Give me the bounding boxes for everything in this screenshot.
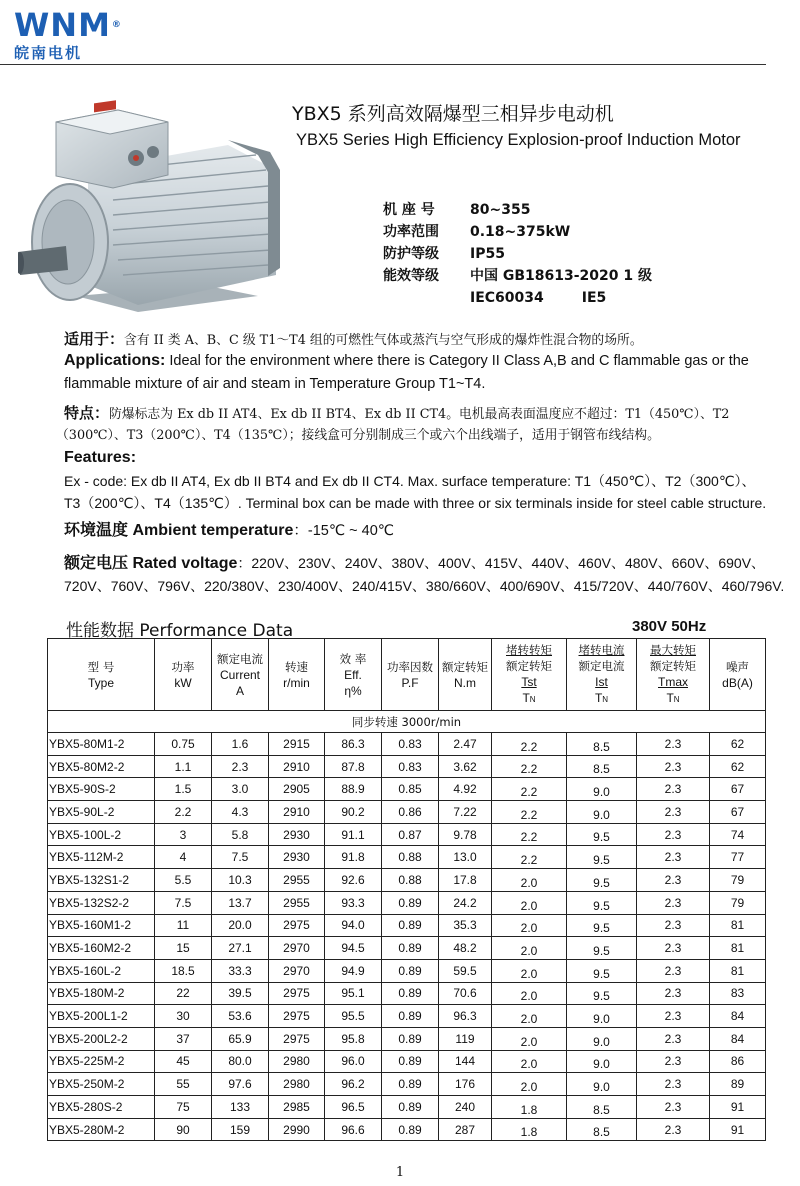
row-value-cell: 87.8: [325, 755, 382, 778]
row-value-cell: 13.7: [212, 891, 269, 914]
row-value-cell: 96.6: [325, 1118, 382, 1141]
row-value-cell: 84: [710, 1005, 766, 1028]
row-value-cell: 20.0: [212, 914, 269, 937]
features-en-line2: T3（200℃）、T4（135℃）. Terminal box can be made with three or six terminals inside for steel cable structure.: [64, 495, 767, 511]
row-value-cell: 22: [155, 982, 212, 1005]
features-cn-line2: （300℃）、T3（200℃）、T4（135℃）；接线盒可分别制成三个或六个出线端子，适用于钢管布线结构。: [56, 428, 660, 443]
row-value-cell: 2.3: [212, 755, 269, 778]
row-value-cell: 2970: [269, 959, 325, 982]
table-row: [48, 1073, 766, 1096]
row-value-cell: 77: [710, 846, 766, 869]
spec-protection: 防护等级 IP55: [383, 246, 505, 262]
row-value-cell: 96.5: [325, 1096, 382, 1119]
table-row: [48, 1027, 766, 1050]
row-value-cell: 70.6: [439, 982, 492, 1005]
applications-en-line1: Applications: Ideal for the environment where there is Category II Class A,B and C flammable gas or the: [64, 352, 749, 369]
row-value-cell: 0.89: [382, 914, 439, 937]
table-header-row: [48, 639, 766, 711]
row-value-cell: 0.83: [382, 733, 439, 756]
row-value-cell: 62: [710, 755, 766, 778]
row-value-cell: 95.5: [325, 1005, 382, 1028]
title-cn: YBX5 系列高效隔爆型三相异步电动机: [292, 103, 614, 125]
row-value-cell: 2.3: [637, 778, 710, 801]
spec-efficiency: 能效等级 中国 GB18613-2020 1 级: [383, 268, 653, 284]
row-value-cell: 75: [155, 1096, 212, 1119]
row-value-cell: 2.3: [637, 1027, 710, 1050]
row-value-cell: 9.5: [567, 891, 637, 914]
spec-power-range: 功率范围 0.18~375kW: [383, 224, 571, 240]
row-value-cell: 2910: [269, 801, 325, 824]
logo-mark: WNM®: [14, 6, 122, 44]
spec-list: [383, 199, 652, 309]
row-value-cell: 94.0: [325, 914, 382, 937]
row-value-cell: 90: [155, 1118, 212, 1141]
row-value-cell: 79: [710, 891, 766, 914]
row-value-cell: 9.0: [567, 1073, 637, 1096]
row-value-cell: 17.8: [439, 869, 492, 892]
row-value-cell: 18.5: [155, 959, 212, 982]
row-value-cell: 2.3: [637, 1073, 710, 1096]
row-value-cell: 2915: [269, 733, 325, 756]
applications-en-line2: flammable mixture of air and steam in Temperature Group T1~T4.: [64, 376, 486, 392]
table-row: [48, 982, 766, 1005]
row-value-cell: 2.3: [637, 823, 710, 846]
row-value-cell: 2.0: [492, 1005, 567, 1028]
row-value-cell: 2.2: [155, 801, 212, 824]
row-value-cell: 2.3: [637, 1118, 710, 1141]
row-value-cell: 2.2: [492, 778, 567, 801]
applications-cn: 适用于：含有 II 类 A、B、C 级 T1～T4 组的可燃性气体或蒸汽与空气形成的爆炸性混合物的场所。: [64, 330, 643, 348]
row-value-cell: 159: [212, 1118, 269, 1141]
row-value-cell: 1.6: [212, 733, 269, 756]
row-value-cell: 8.5: [567, 1096, 637, 1119]
row-value-cell: 55: [155, 1073, 212, 1096]
row-value-cell: 74: [710, 823, 766, 846]
row-value-cell: 45: [155, 1050, 212, 1073]
col-type: 型 号 Type: [48, 639, 155, 711]
row-value-cell: 0.85: [382, 778, 439, 801]
row-value-cell: 5.8: [212, 823, 269, 846]
row-value-cell: 0.89: [382, 1118, 439, 1141]
row-type-cell: YBX5-100L-2: [48, 823, 155, 846]
row-value-cell: 91.8: [325, 846, 382, 869]
row-value-cell: 53.6: [212, 1005, 269, 1028]
row-value-cell: 3.62: [439, 755, 492, 778]
row-value-cell: 2910: [269, 755, 325, 778]
row-value-cell: 9.0: [567, 1050, 637, 1073]
row-value-cell: 97.6: [212, 1073, 269, 1096]
row-value-cell: 2975: [269, 1027, 325, 1050]
row-value-cell: 2.0: [492, 982, 567, 1005]
row-value-cell: 86.3: [325, 733, 382, 756]
row-value-cell: 2930: [269, 846, 325, 869]
row-value-cell: 2.0: [492, 1027, 567, 1050]
row-value-cell: 90.2: [325, 801, 382, 824]
table-row: [48, 801, 766, 824]
row-value-cell: 2.3: [637, 891, 710, 914]
row-value-cell: 3.0: [212, 778, 269, 801]
row-value-cell: 7.22: [439, 801, 492, 824]
row-value-cell: 2980: [269, 1050, 325, 1073]
row-value-cell: 2975: [269, 982, 325, 1005]
row-value-cell: 2.0: [492, 891, 567, 914]
row-value-cell: 84: [710, 1027, 766, 1050]
row-value-cell: 95.8: [325, 1027, 382, 1050]
col-tst: 堵转转矩 额定转矩 Tst TN: [492, 639, 567, 711]
row-value-cell: 2.3: [637, 914, 710, 937]
row-value-cell: 2930: [269, 823, 325, 846]
row-value-cell: 2.2: [492, 823, 567, 846]
row-value-cell: 2.3: [637, 846, 710, 869]
row-value-cell: 0.89: [382, 959, 439, 982]
row-type-cell: YBX5-225M-2: [48, 1050, 155, 1073]
row-value-cell: 83: [710, 982, 766, 1005]
row-value-cell: 2.2: [492, 733, 567, 756]
col-noise: 噪声 dB(A): [710, 639, 766, 711]
row-value-cell: 2970: [269, 937, 325, 960]
row-value-cell: 9.0: [567, 1027, 637, 1050]
table-row: [48, 891, 766, 914]
row-value-cell: 2.3: [637, 959, 710, 982]
table-row: [48, 778, 766, 801]
col-tmax: 最大转矩 额定转矩 Tmax TN: [637, 639, 710, 711]
row-value-cell: 2.3: [637, 982, 710, 1005]
page-number: 1: [395, 1165, 405, 1180]
row-value-cell: 0.83: [382, 755, 439, 778]
row-value-cell: 24.2: [439, 891, 492, 914]
row-value-cell: 287: [439, 1118, 492, 1141]
col-kw: 功率 kW: [155, 639, 212, 711]
row-type-cell: YBX5-200L1-2: [48, 1005, 155, 1028]
motor-image: [18, 100, 290, 318]
row-value-cell: 37: [155, 1027, 212, 1050]
row-value-cell: 2985: [269, 1096, 325, 1119]
row-value-cell: 65.9: [212, 1027, 269, 1050]
row-value-cell: 2905: [269, 778, 325, 801]
row-value-cell: 8.5: [567, 755, 637, 778]
row-value-cell: 95.1: [325, 982, 382, 1005]
row-value-cell: 2.0: [492, 959, 567, 982]
row-value-cell: 9.5: [567, 982, 637, 1005]
row-value-cell: 0.89: [382, 1073, 439, 1096]
row-value-cell: 9.5: [567, 823, 637, 846]
row-value-cell: 33.3: [212, 959, 269, 982]
row-type-cell: YBX5-112M-2: [48, 846, 155, 869]
features-cn-line1: 特点：防爆标志为 Ex db II AT4、Ex db II BT4、Ex db II CT4。电机最高表面温度应不超过：T1（450℃）、T2: [64, 404, 730, 422]
row-value-cell: 7.5: [212, 846, 269, 869]
row-value-cell: 2.2: [492, 801, 567, 824]
row-value-cell: 2.47: [439, 733, 492, 756]
col-ist: 堵转电流 额定电流 Ist TN: [567, 639, 637, 711]
row-value-cell: 15: [155, 937, 212, 960]
row-value-cell: 9.0: [567, 801, 637, 824]
header-divider: [0, 64, 766, 65]
row-value-cell: 81: [710, 937, 766, 960]
row-value-cell: 91: [710, 1118, 766, 1141]
sync-speed-label: 同步转速 3000r/min: [48, 711, 766, 733]
row-value-cell: 96.0: [325, 1050, 382, 1073]
row-value-cell: 9.0: [567, 778, 637, 801]
row-value-cell: 94.5: [325, 937, 382, 960]
row-value-cell: 8.5: [567, 1118, 637, 1141]
row-value-cell: 0.86: [382, 801, 439, 824]
row-value-cell: 119: [439, 1027, 492, 1050]
row-value-cell: 62: [710, 733, 766, 756]
row-value-cell: 96.3: [439, 1005, 492, 1028]
row-value-cell: 67: [710, 778, 766, 801]
row-value-cell: 2975: [269, 914, 325, 937]
row-value-cell: 39.5: [212, 982, 269, 1005]
row-value-cell: 2955: [269, 869, 325, 892]
row-value-cell: 27.1: [212, 937, 269, 960]
row-type-cell: YBX5-132S1-2: [48, 869, 155, 892]
row-value-cell: 9.5: [567, 846, 637, 869]
row-value-cell: 81: [710, 914, 766, 937]
row-type-cell: YBX5-160L-2: [48, 959, 155, 982]
row-value-cell: 89: [710, 1073, 766, 1096]
row-value-cell: 0.89: [382, 1027, 439, 1050]
row-value-cell: 0.87: [382, 823, 439, 846]
row-value-cell: 79: [710, 869, 766, 892]
table-row: [48, 937, 766, 960]
row-value-cell: 3: [155, 823, 212, 846]
row-type-cell: YBX5-132S2-2: [48, 891, 155, 914]
row-value-cell: 176: [439, 1073, 492, 1096]
col-efficiency: 效 率 Eff. η%: [325, 639, 382, 711]
row-value-cell: 2.0: [492, 1050, 567, 1073]
row-value-cell: 2.0: [492, 869, 567, 892]
row-value-cell: 2.2: [492, 846, 567, 869]
row-value-cell: 48.2: [439, 937, 492, 960]
row-type-cell: YBX5-180M-2: [48, 982, 155, 1005]
row-value-cell: 1.1: [155, 755, 212, 778]
row-value-cell: 10.3: [212, 869, 269, 892]
row-value-cell: 1.8: [492, 1118, 567, 1141]
spec-frame-size: 机 座 号 80~355: [383, 202, 531, 218]
table-row: [48, 1050, 766, 1073]
table-row: [48, 846, 766, 869]
row-value-cell: 81: [710, 959, 766, 982]
row-type-cell: YBX5-280S-2: [48, 1096, 155, 1119]
row-type-cell: YBX5-80M2-2: [48, 755, 155, 778]
row-value-cell: 35.3: [439, 914, 492, 937]
row-value-cell: 2.3: [637, 1096, 710, 1119]
table-row: [48, 1005, 766, 1028]
row-type-cell: YBX5-200L2-2: [48, 1027, 155, 1050]
row-value-cell: 0.88: [382, 869, 439, 892]
row-value-cell: 2.3: [637, 1050, 710, 1073]
row-type-cell: YBX5-90S-2: [48, 778, 155, 801]
row-value-cell: 86: [710, 1050, 766, 1073]
brand-name-cn: 皖南电机: [14, 44, 83, 62]
title-en: YBX5 Series High Efficiency Explosion-proof Induction Motor: [296, 131, 741, 149]
row-value-cell: 240: [439, 1096, 492, 1119]
row-value-cell: 2.3: [637, 1005, 710, 1028]
table-row: [48, 914, 766, 937]
table-row: [48, 1118, 766, 1141]
row-value-cell: 1.8: [492, 1096, 567, 1119]
performance-condition: 380V 50Hz: [632, 618, 707, 635]
row-value-cell: 93.3: [325, 891, 382, 914]
row-value-cell: 0.75: [155, 733, 212, 756]
table-row: [48, 823, 766, 846]
row-value-cell: 9.0: [567, 1005, 637, 1028]
row-value-cell: 11: [155, 914, 212, 937]
row-value-cell: 91: [710, 1096, 766, 1119]
row-type-cell: YBX5-250M-2: [48, 1073, 155, 1096]
features-en-line1: Ex - code: Ex db II AT4, Ex db II BT4 and Ex db II CT4. Max. surface temperature: T1（450℃）、T2（300℃）、: [64, 473, 756, 489]
brand-logo: [14, 8, 122, 63]
row-value-cell: 30: [155, 1005, 212, 1028]
row-value-cell: 2975: [269, 1005, 325, 1028]
row-value-cell: 2.0: [492, 914, 567, 937]
row-value-cell: 0.89: [382, 982, 439, 1005]
row-value-cell: 9.5: [567, 959, 637, 982]
table-row: [48, 1096, 766, 1119]
row-value-cell: 67: [710, 801, 766, 824]
sync-speed-row: [48, 711, 766, 733]
row-value-cell: 2.3: [637, 869, 710, 892]
ambient-temperature: 环境温度 Ambient temperature：-15℃ ~ 40℃: [64, 522, 395, 539]
col-current: 额定电流 Current A: [212, 639, 269, 711]
row-value-cell: 2.3: [637, 801, 710, 824]
row-type-cell: YBX5-90L-2: [48, 801, 155, 824]
row-value-cell: 2.0: [492, 937, 567, 960]
rated-voltage-line2: 720V、760V、796V、220/380V、230/400V、240/415V、380/660V、400/690V、415/720V、440/760V、460/796V.: [64, 578, 785, 594]
row-value-cell: 2.0: [492, 1073, 567, 1096]
row-value-cell: 94.9: [325, 959, 382, 982]
rated-voltage-line1: 额定电压 Rated voltage：220V、230V、240V、380V、400V、415V、440V、460V、480V、660V、690V、: [64, 555, 766, 572]
row-value-cell: 4: [155, 846, 212, 869]
row-value-cell: 133: [212, 1096, 269, 1119]
row-value-cell: 0.89: [382, 1050, 439, 1073]
row-value-cell: 0.89: [382, 1005, 439, 1028]
row-value-cell: 13.0: [439, 846, 492, 869]
row-value-cell: 9.5: [567, 914, 637, 937]
row-value-cell: 5.5: [155, 869, 212, 892]
table-row: [48, 733, 766, 756]
row-value-cell: 2.3: [637, 755, 710, 778]
col-speed: 转速 r/min: [269, 639, 325, 711]
row-value-cell: 0.89: [382, 937, 439, 960]
row-value-cell: 9.5: [567, 937, 637, 960]
row-value-cell: 0.89: [382, 1096, 439, 1119]
row-value-cell: 4.3: [212, 801, 269, 824]
row-value-cell: 8.5: [567, 733, 637, 756]
row-value-cell: 144: [439, 1050, 492, 1073]
performance-title: 性能数据 Performance Data: [66, 621, 294, 641]
row-type-cell: YBX5-160M2-2: [48, 937, 155, 960]
row-value-cell: 0.89: [382, 891, 439, 914]
row-value-cell: 92.6: [325, 869, 382, 892]
features-en-head: Features:: [64, 449, 137, 466]
row-value-cell: 2980: [269, 1073, 325, 1096]
row-value-cell: 9.5: [567, 869, 637, 892]
row-value-cell: 59.5: [439, 959, 492, 982]
table-row: [48, 869, 766, 892]
row-value-cell: 9.78: [439, 823, 492, 846]
row-value-cell: 96.2: [325, 1073, 382, 1096]
row-value-cell: 7.5: [155, 891, 212, 914]
row-value-cell: 0.88: [382, 846, 439, 869]
spec-iec: IEC60034 IE5: [470, 290, 607, 306]
row-value-cell: 2.2: [492, 755, 567, 778]
row-value-cell: 2955: [269, 891, 325, 914]
row-value-cell: 88.9: [325, 778, 382, 801]
table-row: [48, 959, 766, 982]
col-power-factor: 功率因数 P.F: [382, 639, 439, 711]
row-type-cell: YBX5-280M-2: [48, 1118, 155, 1141]
table-row: [48, 755, 766, 778]
row-value-cell: 2.3: [637, 937, 710, 960]
performance-table: [47, 638, 766, 1141]
row-type-cell: YBX5-160M1-2: [48, 914, 155, 937]
row-value-cell: 91.1: [325, 823, 382, 846]
row-value-cell: 2.3: [637, 733, 710, 756]
row-type-cell: YBX5-80M1-2: [48, 733, 155, 756]
row-value-cell: 2990: [269, 1118, 325, 1141]
row-value-cell: 4.92: [439, 778, 492, 801]
col-torque: 额定转矩 N.m: [439, 639, 492, 711]
row-value-cell: 80.0: [212, 1050, 269, 1073]
row-value-cell: 1.5: [155, 778, 212, 801]
